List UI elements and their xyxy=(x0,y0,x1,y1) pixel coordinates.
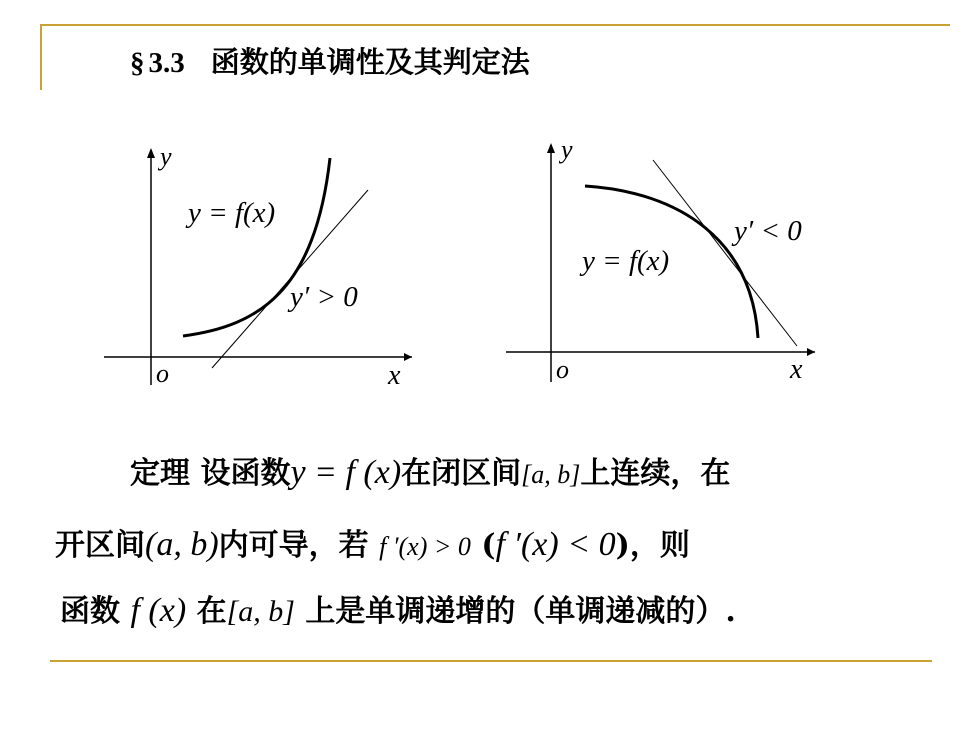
math-open-interval: (a, b) xyxy=(145,526,219,563)
text-span: 上是单调递增的（单调递减的）. xyxy=(305,594,736,629)
x-axis-label: x xyxy=(790,354,803,385)
math-function: y = f (x) xyxy=(290,454,402,491)
text-span: 函数 xyxy=(60,594,120,629)
text-span: 内可导，若 xyxy=(218,528,369,563)
text-span: 上连续，在 xyxy=(580,456,731,491)
text-span: 设函数 xyxy=(200,456,291,491)
theorem-line-3 xyxy=(60,586,736,630)
x-axis-label: x xyxy=(388,360,401,391)
y-axis-arrow xyxy=(547,143,555,153)
math-derivative-positive: f ′(x) > 0 xyxy=(379,532,471,561)
origin-label: o xyxy=(156,359,169,388)
text-span: ( xyxy=(481,528,496,563)
x-axis-arrow xyxy=(807,348,815,356)
section-mark: § xyxy=(130,47,145,79)
y-axis-label: y xyxy=(160,142,172,171)
theorem-line-1 xyxy=(130,448,730,492)
text-span: 在闭区间 xyxy=(401,456,522,491)
curve-label: y = f(x) xyxy=(188,197,276,229)
text-span: )，则 xyxy=(615,528,690,563)
curve-label: y = f(x) xyxy=(582,245,670,277)
title-text: 函数的单调性及其判定法 xyxy=(210,45,530,79)
math-closed-interval: [a, b] xyxy=(521,460,581,489)
math-closed-interval: [a, b] xyxy=(226,595,295,628)
tangent-line xyxy=(653,160,797,346)
y-axis-label: y xyxy=(561,135,573,164)
text-span: 在 xyxy=(196,594,227,629)
section-number: 3.3 xyxy=(148,47,185,79)
origin-label: o xyxy=(556,355,569,384)
slope-label: y′ < 0 xyxy=(734,215,802,247)
text-span: 开区间 xyxy=(55,528,145,563)
slope-label: y′ > 0 xyxy=(290,281,358,313)
math-derivative-negative: f ′(x) < 0 xyxy=(495,526,616,563)
math-fx: f (x) xyxy=(130,592,187,629)
theorem-label: 定理 xyxy=(130,456,190,491)
theorem-line-2 xyxy=(55,520,690,564)
